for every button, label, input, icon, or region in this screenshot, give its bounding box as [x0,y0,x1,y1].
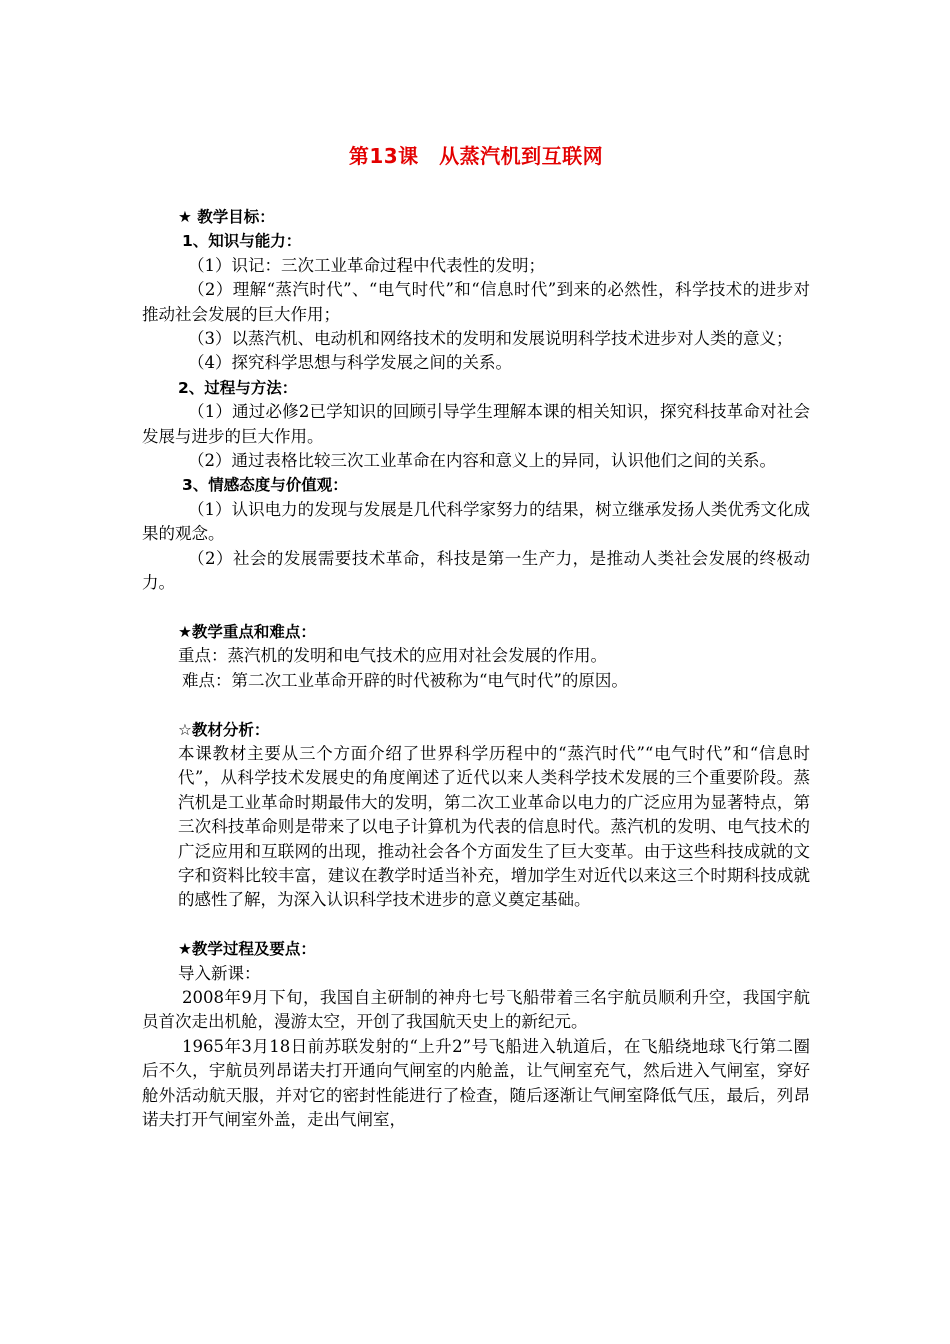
knowledge-item-1: （1）识记：三次工业革命过程中代表性的发明； [188,255,545,275]
lesson-title: 第13课 从蒸汽机到互联网 [348,144,604,168]
process-heading: 2、过程与方法： [178,378,298,397]
intro-label: 导入新课： [178,963,261,983]
knowledge-item-2: （2）理解“蒸汽时代”、“电气时代”和“信息时代”到来的必然性，科学技术的进步对推动社会发展的巨大作用； [142,280,810,324]
objectives-heading: ★ 教学目标： [178,208,275,226]
document-body [142,205,810,1132]
spacer [142,693,810,717]
attitude-heading: 3、情感态度与价值观： [182,476,348,495]
knowledge-heading: 1、知识与能力： [182,232,302,251]
intro-paragraph-2: 1965年3月18日前苏联发射的“上升2”号飞船进入轨道后，在飞船绕地球飞行第二圈后不久，宇航员列昂诺夫打开通向气闸室的内舱盖，让气闸室充气，然后进入气闸室，穿好舱外活动航天服，并对它的密封性能进行了检查，随后逐渐让气闸室降低气压，最后，列昂诺夫打开气闸室外盖，走出气闸室， [142,1036,810,1129]
analysis-text: 本课教材主要从三个方面介绍了世界科学历程中的“蒸汽时代”“电气时代”和“信息时代”，从科学技术发展史的角度阐述了近代以来人类科学技术发展的三个重要阶段。蒸汽机是工业革命时期最伟大的发明，第二次工业革命以电力的广泛应用为显著特点，第三次科技革命则是带来了以电子计算机为代表的信息时代。蒸汽机的发明、电气技术的广泛应用和互联网的出现，推动社会各个方面发生了巨大变革。由于这些科技成就的文字和资料比较丰富，建议在教学时适当补充，增加学生对近代以来这三个时期科技成就的感性了解，为深入认识科学技术进步的意义奠定基础。 [178,743,810,910]
intro-paragraph-1: 2008年9月下旬，我国自主研制的神舟七号飞船带着三名宇航员顺利升空，我国宇航员首次走出机舱，漫游太空，开创了我国航天史上的新纪元。 [142,987,810,1032]
process-item-1: （1）通过必修2已学知识的回顾引导学生理解本课的相关知识，探究科技革命对社会发展与进步的巨大作用。 [142,402,810,446]
attitude-item-1: （1）认识电力的发现与发展是几代科学家努力的结果，树立继承发扬人类优秀文化成果的观念。 [142,499,810,544]
spacer [142,596,810,620]
key-point-focus: 重点：蒸汽机的发明和电气技术的应用对社会发展的作用。 [178,646,607,666]
knowledge-item-4: （4）探究科学思想与科学发展之间的关系。 [188,353,512,373]
key-points-heading: ★教学重点和难点： [178,622,316,641]
knowledge-item-3: （3）以蒸汽机、电动机和网络技术的发明和发展说明科学技术进步对人类的意义； [188,329,793,349]
spacer [142,913,810,937]
teaching-process-heading: ★教学过程及要点： [178,940,316,959]
key-point-difficulty: 难点：第二次工业革命开辟的时代被称为“电气时代”的原因。 [182,670,628,690]
attitude-item-2: （2）社会的发展需要技术革命，科技是第一生产力，是推动人类社会发展的终极动力。 [142,548,810,593]
process-item-2: （2）通过表格比较三次工业革命在内容和意义上的异同，认识他们之间的关系。 [188,451,776,471]
analysis-heading: ☆教材分析： [178,720,270,739]
